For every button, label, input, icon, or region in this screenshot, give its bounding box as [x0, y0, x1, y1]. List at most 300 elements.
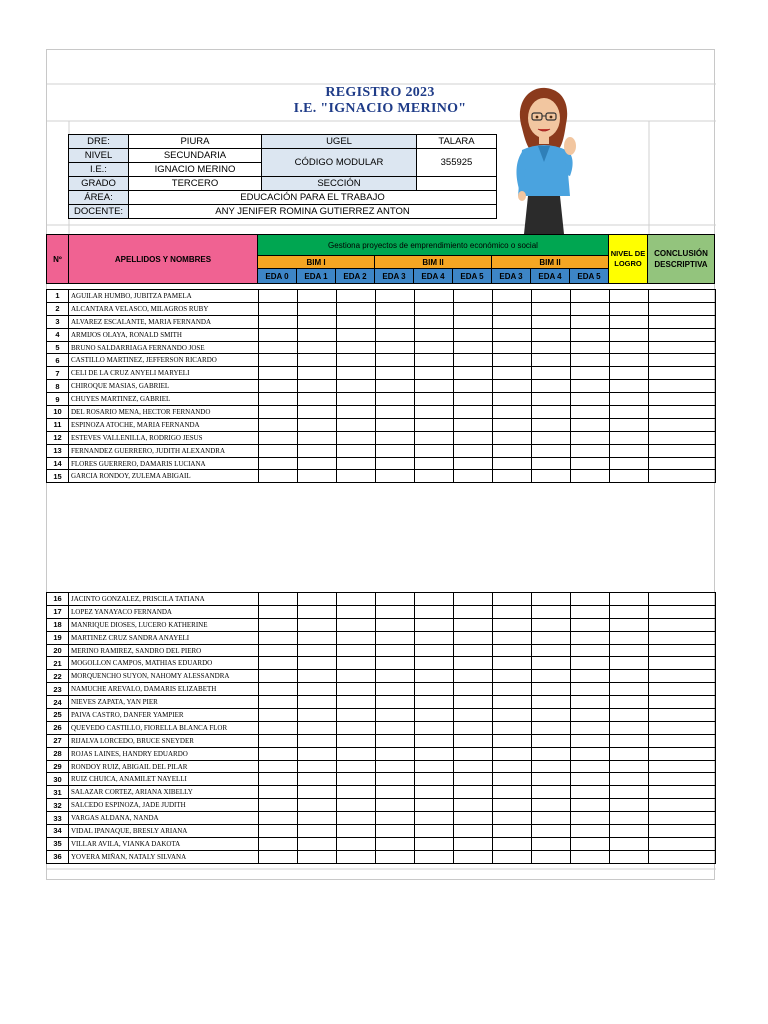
grade-cell[interactable]	[337, 670, 376, 683]
grade-cell[interactable]	[415, 734, 454, 747]
grade-cell[interactable]	[532, 786, 571, 799]
grade-cell[interactable]	[532, 418, 571, 431]
grade-cell[interactable]	[259, 302, 298, 315]
grade-cell[interactable]	[532, 812, 571, 825]
grade-cell[interactable]	[532, 850, 571, 863]
nivel-logro-cell[interactable]	[610, 618, 649, 631]
grade-cell[interactable]	[415, 747, 454, 760]
conclusion-cell[interactable]	[649, 393, 716, 406]
grade-cell[interactable]	[493, 393, 532, 406]
grade-cell[interactable]	[571, 670, 610, 683]
grade-cell[interactable]	[376, 354, 415, 367]
grade-cell[interactable]	[259, 683, 298, 696]
grade-cell[interactable]	[454, 605, 493, 618]
nivel-logro-cell[interactable]	[610, 593, 649, 606]
nivel-logro-cell[interactable]	[610, 760, 649, 773]
grade-cell[interactable]	[493, 457, 532, 470]
conclusion-cell[interactable]	[649, 354, 716, 367]
grade-cell[interactable]	[454, 341, 493, 354]
grade-cell[interactable]	[454, 825, 493, 838]
grade-cell[interactable]	[298, 618, 337, 631]
conclusion-cell[interactable]	[649, 734, 716, 747]
grade-cell[interactable]	[298, 302, 337, 315]
conclusion-cell[interactable]	[649, 773, 716, 786]
grade-cell[interactable]	[415, 837, 454, 850]
grade-cell[interactable]	[259, 825, 298, 838]
grade-cell[interactable]	[298, 709, 337, 722]
grade-cell[interactable]	[376, 315, 415, 328]
grade-cell[interactable]	[571, 786, 610, 799]
grade-cell[interactable]	[454, 837, 493, 850]
grade-cell[interactable]	[493, 470, 532, 483]
grade-cell[interactable]	[337, 367, 376, 380]
grade-cell[interactable]	[571, 418, 610, 431]
grade-cell[interactable]	[337, 799, 376, 812]
grade-cell[interactable]	[298, 328, 337, 341]
grade-cell[interactable]	[259, 315, 298, 328]
grade-cell[interactable]	[376, 812, 415, 825]
grade-cell[interactable]	[571, 631, 610, 644]
nivel-logro-cell[interactable]	[610, 290, 649, 303]
grade-cell[interactable]	[376, 290, 415, 303]
grade-cell[interactable]	[532, 367, 571, 380]
grade-cell[interactable]	[532, 644, 571, 657]
grade-cell[interactable]	[376, 786, 415, 799]
grade-cell[interactable]	[454, 618, 493, 631]
grade-cell[interactable]	[376, 670, 415, 683]
grade-cell[interactable]	[376, 431, 415, 444]
grade-cell[interactable]	[415, 406, 454, 419]
grade-cell[interactable]	[493, 786, 532, 799]
grade-cell[interactable]	[376, 709, 415, 722]
grade-cell[interactable]	[493, 302, 532, 315]
grade-cell[interactable]	[337, 721, 376, 734]
grade-cell[interactable]	[571, 380, 610, 393]
grade-cell[interactable]	[493, 380, 532, 393]
grade-cell[interactable]	[337, 644, 376, 657]
grade-cell[interactable]	[532, 670, 571, 683]
docente-value[interactable]: ANY JENIFER ROMINA GUTIERREZ ANTON	[129, 205, 497, 219]
grade-cell[interactable]	[493, 760, 532, 773]
nivel-logro-cell[interactable]	[610, 302, 649, 315]
grade-cell[interactable]	[493, 825, 532, 838]
grade-cell[interactable]	[532, 380, 571, 393]
grade-cell[interactable]	[259, 709, 298, 722]
grade-cell[interactable]	[571, 470, 610, 483]
grade-cell[interactable]	[376, 773, 415, 786]
grade-cell[interactable]	[532, 747, 571, 760]
grade-cell[interactable]	[259, 367, 298, 380]
grade-cell[interactable]	[415, 670, 454, 683]
grade-cell[interactable]	[376, 470, 415, 483]
grade-cell[interactable]	[454, 799, 493, 812]
nivel-logro-cell[interactable]	[610, 812, 649, 825]
grade-cell[interactable]	[337, 354, 376, 367]
grade-cell[interactable]	[493, 799, 532, 812]
grade-cell[interactable]	[298, 444, 337, 457]
ie-value[interactable]: IGNACIO MERINO	[129, 163, 262, 177]
grade-cell[interactable]	[571, 721, 610, 734]
conclusion-cell[interactable]	[649, 825, 716, 838]
grade-cell[interactable]	[532, 406, 571, 419]
grade-cell[interactable]	[415, 367, 454, 380]
nivel-logro-cell[interactable]	[610, 470, 649, 483]
grade-cell[interactable]	[493, 631, 532, 644]
grade-cell[interactable]	[259, 457, 298, 470]
grade-cell[interactable]	[337, 418, 376, 431]
grade-cell[interactable]	[259, 470, 298, 483]
grade-cell[interactable]	[259, 721, 298, 734]
grade-cell[interactable]	[532, 696, 571, 709]
grade-cell[interactable]	[571, 302, 610, 315]
grade-cell[interactable]	[454, 721, 493, 734]
grade-cell[interactable]	[493, 444, 532, 457]
grade-cell[interactable]	[493, 773, 532, 786]
grade-cell[interactable]	[493, 593, 532, 606]
nivel-logro-cell[interactable]	[610, 444, 649, 457]
grade-cell[interactable]	[376, 341, 415, 354]
grade-cell[interactable]	[493, 709, 532, 722]
grade-cell[interactable]	[493, 418, 532, 431]
grade-cell[interactable]	[493, 812, 532, 825]
grade-cell[interactable]	[532, 341, 571, 354]
grade-cell[interactable]	[376, 302, 415, 315]
grade-cell[interactable]	[493, 657, 532, 670]
grade-cell[interactable]	[571, 367, 610, 380]
seccion-value[interactable]	[417, 177, 497, 191]
conclusion-cell[interactable]	[649, 406, 716, 419]
nivel-logro-cell[interactable]	[610, 315, 649, 328]
grade-cell[interactable]	[454, 290, 493, 303]
grade-cell[interactable]	[532, 618, 571, 631]
grade-cell[interactable]	[376, 605, 415, 618]
nivel-logro-cell[interactable]	[610, 406, 649, 419]
grade-cell[interactable]	[337, 302, 376, 315]
grade-cell[interactable]	[259, 354, 298, 367]
grade-cell[interactable]	[337, 683, 376, 696]
grade-cell[interactable]	[454, 657, 493, 670]
nivel-logro-cell[interactable]	[610, 393, 649, 406]
grade-cell[interactable]	[532, 799, 571, 812]
nivel-logro-cell[interactable]	[610, 837, 649, 850]
conclusion-cell[interactable]	[649, 644, 716, 657]
grade-cell[interactable]	[454, 380, 493, 393]
conclusion-cell[interactable]	[649, 850, 716, 863]
grade-cell[interactable]	[298, 418, 337, 431]
grade-cell[interactable]	[454, 734, 493, 747]
grade-cell[interactable]	[415, 760, 454, 773]
conclusion-cell[interactable]	[649, 696, 716, 709]
grade-cell[interactable]	[376, 799, 415, 812]
grade-cell[interactable]	[454, 367, 493, 380]
nivel-logro-cell[interactable]	[610, 773, 649, 786]
grade-cell[interactable]	[298, 786, 337, 799]
grade-cell[interactable]	[454, 683, 493, 696]
conclusion-cell[interactable]	[649, 721, 716, 734]
nivel-logro-cell[interactable]	[610, 605, 649, 618]
grade-cell[interactable]	[376, 696, 415, 709]
grade-cell[interactable]	[337, 341, 376, 354]
grade-cell[interactable]	[454, 670, 493, 683]
nivel-logro-cell[interactable]	[610, 328, 649, 341]
grade-cell[interactable]	[415, 393, 454, 406]
conclusion-cell[interactable]	[649, 341, 716, 354]
conclusion-cell[interactable]	[649, 799, 716, 812]
grade-cell[interactable]	[376, 328, 415, 341]
grade-cell[interactable]	[337, 457, 376, 470]
grade-cell[interactable]	[415, 773, 454, 786]
grade-cell[interactable]	[337, 812, 376, 825]
grado-value[interactable]: TERCERO	[129, 177, 262, 191]
grade-cell[interactable]	[376, 406, 415, 419]
grade-cell[interactable]	[376, 747, 415, 760]
nivel-logro-cell[interactable]	[610, 721, 649, 734]
conclusion-cell[interactable]	[649, 747, 716, 760]
ugel-value[interactable]: TALARA	[417, 135, 497, 149]
grade-cell[interactable]	[337, 290, 376, 303]
grade-cell[interactable]	[493, 290, 532, 303]
grade-cell[interactable]	[532, 328, 571, 341]
grade-cell[interactable]	[493, 734, 532, 747]
grade-cell[interactable]	[493, 747, 532, 760]
grade-cell[interactable]	[415, 315, 454, 328]
grade-cell[interactable]	[415, 709, 454, 722]
grade-cell[interactable]	[298, 290, 337, 303]
nivel-value[interactable]: SECUNDARIA	[129, 149, 262, 163]
grade-cell[interactable]	[298, 593, 337, 606]
grade-cell[interactable]	[259, 812, 298, 825]
nivel-logro-cell[interactable]	[610, 431, 649, 444]
grade-cell[interactable]	[376, 367, 415, 380]
grade-cell[interactable]	[454, 302, 493, 315]
nivel-logro-cell[interactable]	[610, 644, 649, 657]
grade-cell[interactable]	[298, 721, 337, 734]
grade-cell[interactable]	[415, 696, 454, 709]
conclusion-cell[interactable]	[649, 457, 716, 470]
grade-cell[interactable]	[298, 470, 337, 483]
grade-cell[interactable]	[532, 290, 571, 303]
grade-cell[interactable]	[259, 406, 298, 419]
grade-cell[interactable]	[415, 786, 454, 799]
grade-cell[interactable]	[415, 418, 454, 431]
grade-cell[interactable]	[337, 593, 376, 606]
area-value[interactable]: EDUCACIÓN PARA EL TRABAJO	[129, 191, 497, 205]
grade-cell[interactable]	[571, 709, 610, 722]
grade-cell[interactable]	[376, 721, 415, 734]
grade-cell[interactable]	[532, 470, 571, 483]
conclusion-cell[interactable]	[649, 418, 716, 431]
grade-cell[interactable]	[493, 605, 532, 618]
grade-cell[interactable]	[571, 315, 610, 328]
grade-cell[interactable]	[415, 657, 454, 670]
grade-cell[interactable]	[415, 644, 454, 657]
conclusion-cell[interactable]	[649, 380, 716, 393]
conclusion-cell[interactable]	[649, 631, 716, 644]
grade-cell[interactable]	[415, 799, 454, 812]
nivel-logro-cell[interactable]	[610, 786, 649, 799]
nivel-logro-cell[interactable]	[610, 734, 649, 747]
grade-cell[interactable]	[493, 315, 532, 328]
conclusion-cell[interactable]	[649, 786, 716, 799]
conclusion-cell[interactable]	[649, 367, 716, 380]
grade-cell[interactable]	[532, 709, 571, 722]
grade-cell[interactable]	[532, 631, 571, 644]
conclusion-cell[interactable]	[649, 605, 716, 618]
grade-cell[interactable]	[298, 367, 337, 380]
grade-cell[interactable]	[337, 709, 376, 722]
grade-cell[interactable]	[454, 812, 493, 825]
conclusion-cell[interactable]	[649, 290, 716, 303]
grade-cell[interactable]	[571, 593, 610, 606]
grade-cell[interactable]	[337, 328, 376, 341]
grade-cell[interactable]	[532, 837, 571, 850]
grade-cell[interactable]	[571, 773, 610, 786]
grade-cell[interactable]	[493, 670, 532, 683]
grade-cell[interactable]	[571, 760, 610, 773]
grade-cell[interactable]	[454, 444, 493, 457]
nivel-logro-cell[interactable]	[610, 799, 649, 812]
grade-cell[interactable]	[415, 593, 454, 606]
nivel-logro-cell[interactable]	[610, 354, 649, 367]
grade-cell[interactable]	[259, 850, 298, 863]
grade-cell[interactable]	[571, 457, 610, 470]
grade-cell[interactable]	[298, 837, 337, 850]
grade-cell[interactable]	[415, 683, 454, 696]
grade-cell[interactable]	[454, 747, 493, 760]
grade-cell[interactable]	[454, 393, 493, 406]
grade-cell[interactable]	[298, 457, 337, 470]
grade-cell[interactable]	[532, 657, 571, 670]
grade-cell[interactable]	[298, 812, 337, 825]
grade-cell[interactable]	[532, 825, 571, 838]
grade-cell[interactable]	[571, 734, 610, 747]
conclusion-cell[interactable]	[649, 657, 716, 670]
grade-cell[interactable]	[571, 837, 610, 850]
grade-cell[interactable]	[259, 786, 298, 799]
conclusion-cell[interactable]	[649, 618, 716, 631]
grade-cell[interactable]	[571, 290, 610, 303]
grade-cell[interactable]	[454, 328, 493, 341]
grade-cell[interactable]	[415, 812, 454, 825]
grade-cell[interactable]	[454, 760, 493, 773]
grade-cell[interactable]	[532, 393, 571, 406]
grade-cell[interactable]	[376, 618, 415, 631]
grade-cell[interactable]	[415, 721, 454, 734]
grade-cell[interactable]	[415, 341, 454, 354]
grade-cell[interactable]	[415, 380, 454, 393]
grade-cell[interactable]	[298, 850, 337, 863]
grade-cell[interactable]	[337, 406, 376, 419]
grade-cell[interactable]	[415, 470, 454, 483]
grade-cell[interactable]	[337, 760, 376, 773]
grade-cell[interactable]	[571, 605, 610, 618]
grade-cell[interactable]	[298, 825, 337, 838]
grade-cell[interactable]	[571, 747, 610, 760]
grade-cell[interactable]	[259, 837, 298, 850]
grade-cell[interactable]	[259, 760, 298, 773]
grade-cell[interactable]	[298, 605, 337, 618]
grade-cell[interactable]	[259, 644, 298, 657]
grade-cell[interactable]	[454, 850, 493, 863]
grade-cell[interactable]	[571, 799, 610, 812]
grade-cell[interactable]	[337, 470, 376, 483]
conclusion-cell[interactable]	[649, 683, 716, 696]
grade-cell[interactable]	[376, 457, 415, 470]
grade-cell[interactable]	[298, 380, 337, 393]
grade-cell[interactable]	[337, 657, 376, 670]
grade-cell[interactable]	[571, 431, 610, 444]
grade-cell[interactable]	[493, 341, 532, 354]
nivel-logro-cell[interactable]	[610, 380, 649, 393]
conclusion-cell[interactable]	[649, 670, 716, 683]
grade-cell[interactable]	[376, 850, 415, 863]
grade-cell[interactable]	[493, 354, 532, 367]
grade-cell[interactable]	[259, 341, 298, 354]
grade-cell[interactable]	[376, 418, 415, 431]
grade-cell[interactable]	[454, 593, 493, 606]
grade-cell[interactable]	[415, 825, 454, 838]
grade-cell[interactable]	[376, 837, 415, 850]
grade-cell[interactable]	[415, 618, 454, 631]
grade-cell[interactable]	[298, 341, 337, 354]
grade-cell[interactable]	[454, 457, 493, 470]
grade-cell[interactable]	[454, 470, 493, 483]
grade-cell[interactable]	[454, 406, 493, 419]
grade-cell[interactable]	[259, 431, 298, 444]
grade-cell[interactable]	[454, 315, 493, 328]
grade-cell[interactable]	[493, 406, 532, 419]
grade-cell[interactable]	[337, 786, 376, 799]
nivel-logro-cell[interactable]	[610, 418, 649, 431]
grade-cell[interactable]	[571, 696, 610, 709]
grade-cell[interactable]	[376, 734, 415, 747]
grade-cell[interactable]	[571, 644, 610, 657]
grade-cell[interactable]	[259, 593, 298, 606]
grade-cell[interactable]	[532, 760, 571, 773]
grade-cell[interactable]	[571, 850, 610, 863]
grade-cell[interactable]	[376, 593, 415, 606]
grade-cell[interactable]	[415, 431, 454, 444]
grade-cell[interactable]	[415, 850, 454, 863]
grade-cell[interactable]	[259, 328, 298, 341]
grade-cell[interactable]	[532, 315, 571, 328]
grade-cell[interactable]	[532, 302, 571, 315]
grade-cell[interactable]	[337, 850, 376, 863]
grade-cell[interactable]	[298, 799, 337, 812]
grade-cell[interactable]	[259, 618, 298, 631]
grade-cell[interactable]	[493, 683, 532, 696]
grade-cell[interactable]	[337, 393, 376, 406]
grade-cell[interactable]	[259, 657, 298, 670]
grade-cell[interactable]	[376, 760, 415, 773]
grade-cell[interactable]	[298, 315, 337, 328]
grade-cell[interactable]	[454, 696, 493, 709]
conclusion-cell[interactable]	[649, 593, 716, 606]
grade-cell[interactable]	[259, 380, 298, 393]
nivel-logro-cell[interactable]	[610, 631, 649, 644]
conclusion-cell[interactable]	[649, 470, 716, 483]
grade-cell[interactable]	[298, 631, 337, 644]
grade-cell[interactable]	[493, 367, 532, 380]
nivel-logro-cell[interactable]	[610, 367, 649, 380]
grade-cell[interactable]	[415, 631, 454, 644]
grade-cell[interactable]	[376, 631, 415, 644]
grade-cell[interactable]	[259, 734, 298, 747]
grade-cell[interactable]	[337, 825, 376, 838]
grade-cell[interactable]	[415, 290, 454, 303]
grade-cell[interactable]	[454, 354, 493, 367]
grade-cell[interactable]	[454, 418, 493, 431]
